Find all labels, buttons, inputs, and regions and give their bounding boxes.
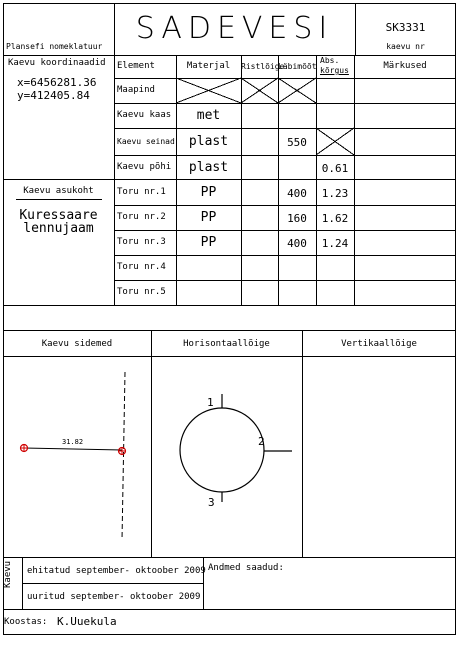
header-abs-height-2: kõrgus	[320, 66, 349, 75]
row-material: plast	[188, 160, 229, 175]
header-abs-height-1: Abs.	[320, 56, 340, 65]
row-element: Toru nr.1	[117, 187, 166, 197]
row-element: Toru nr.5	[117, 287, 166, 297]
well-number-label: kaevu nr	[386, 42, 425, 51]
header-material: Materjal	[186, 61, 231, 71]
header-diameter: Läbimõõt	[278, 62, 317, 71]
compiled-label: Koostas:	[4, 617, 48, 627]
row-element: Kaevu kaas	[117, 110, 172, 120]
row-material: plast	[188, 134, 229, 149]
row-diameter: 550	[287, 136, 307, 149]
header-element: Element	[117, 61, 155, 71]
row-material: met	[196, 108, 221, 123]
row-material: PP	[200, 210, 217, 225]
well-number: SK3331	[385, 21, 426, 34]
row-element: Toru nr.2	[117, 212, 166, 222]
row-material: PP	[200, 185, 217, 200]
connection-sketch	[20, 372, 126, 540]
connection-line	[24, 448, 122, 450]
reference-dashed-line	[122, 372, 125, 540]
page-title: SADEVESI	[135, 11, 334, 46]
header-cross-section: Ristlõige	[241, 62, 285, 71]
coords-label: Kaevu koordinaadid	[8, 58, 106, 68]
pipe1-label: 1	[207, 396, 214, 409]
row-material: PP	[200, 235, 217, 250]
section-horizontal: Horisontaallõige	[183, 339, 270, 349]
plansheet-label: Plansefi nomeklatuur	[6, 42, 103, 51]
footer-side-label: Kaevu	[3, 560, 13, 588]
compiled-by: K.Uuekula	[57, 615, 117, 628]
data-from-label: Andmed saadud:	[208, 563, 284, 573]
researched-text: uuritud september- oktoober 2009	[27, 592, 201, 602]
location-line1: Kuressaare	[19, 208, 98, 223]
header-notes: Märkused	[383, 61, 427, 71]
row-height: 1.24	[321, 237, 349, 250]
row-element: Toru nr.3	[117, 237, 166, 247]
pipe2-label: 2	[258, 435, 265, 448]
section-connections: Kaevu sidemed	[41, 339, 113, 349]
location-line2: lennujaam	[23, 221, 94, 236]
row-height: 1.62	[321, 212, 349, 225]
row-height: 0.61	[321, 162, 349, 175]
horizontal-section-drawing	[180, 394, 292, 502]
pipe3-label: 3	[208, 496, 215, 509]
surveyed-text: ehitatud september- oktoober 2009	[27, 566, 206, 576]
well-circle	[180, 408, 264, 492]
location-underline	[16, 199, 102, 200]
row-diameter: 160	[287, 212, 307, 225]
section-vertical: Vertikaallõige	[341, 339, 417, 349]
row-element: Maapind	[117, 85, 155, 95]
coord-y: y=412405.84	[17, 89, 90, 102]
row-diameter: 400	[287, 237, 307, 250]
location-label: Kaevu asukoht	[23, 186, 94, 196]
row-element: Kaevu seinad	[117, 137, 175, 146]
row-diameter: 400	[287, 187, 307, 200]
row-element: Kaevu põhi	[117, 162, 172, 172]
row-height: 1.23	[321, 187, 349, 200]
row-element: Toru nr.4	[117, 262, 166, 272]
distance-label: 31.82	[62, 438, 84, 446]
coord-x: x=6456281.36	[17, 76, 97, 89]
